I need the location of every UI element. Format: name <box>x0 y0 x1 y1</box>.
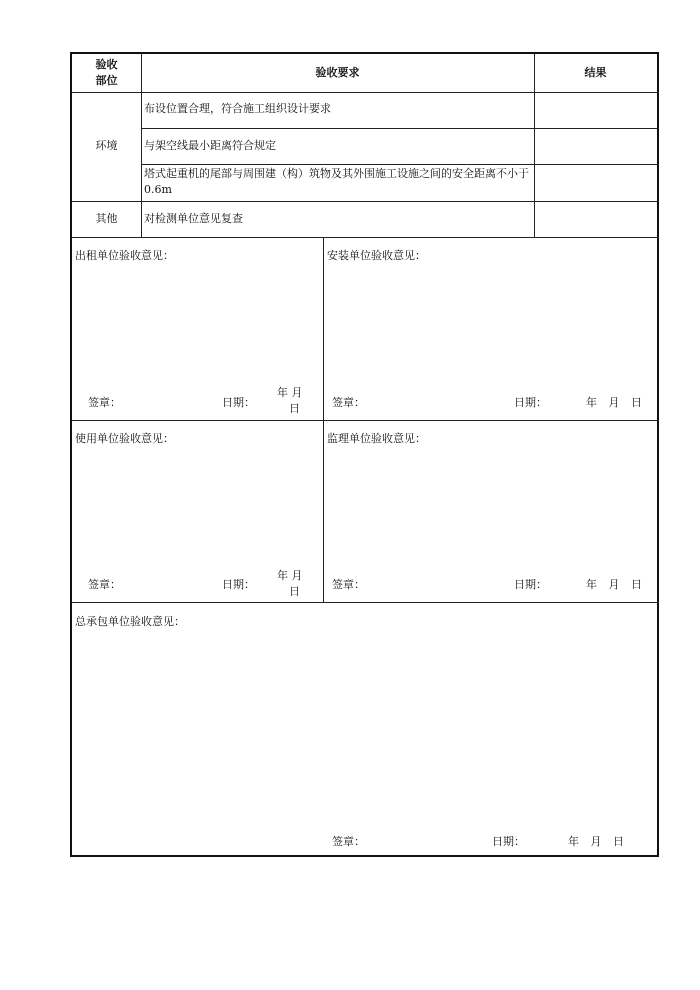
user-opinion-title: 使用单位验收意见： <box>75 432 174 445</box>
header-result: 结果 <box>584 66 607 79</box>
date-label: 日期： <box>492 835 525 848</box>
seal-label: 签章： <box>332 835 365 848</box>
row-divider <box>141 128 657 129</box>
row-divider <box>72 201 657 202</box>
install-opinion-title: 安装单位验收意见： <box>327 249 426 262</box>
general-opinion-title: 总承包单位验收意见： <box>75 615 185 628</box>
date-day: 日 <box>289 585 300 598</box>
requirement-text: 塔式起重机的尾部与周围建（构）筑物及其外围施工设施之间的安全距离不小于0.6m <box>144 167 529 196</box>
supervision-opinion-title: 监理单位验收意见： <box>327 432 426 445</box>
group-other: 其他 <box>95 212 118 225</box>
date-label: 日期： <box>222 578 255 591</box>
col-divider <box>534 54 535 238</box>
date-label: 日期： <box>514 578 547 591</box>
date-day: 日 <box>289 402 300 415</box>
header-part: 验收 部位 <box>95 58 118 87</box>
header-requirement: 验收要求 <box>315 66 360 79</box>
requirement-text: 与架空线最小距离符合规定 <box>144 139 276 152</box>
seal-label: 签章： <box>88 396 121 409</box>
row-divider <box>141 164 657 165</box>
row-divider <box>72 602 657 603</box>
acceptance-form <box>70 52 659 857</box>
row-divider <box>72 92 657 93</box>
date-ymd: 年 月 日 <box>568 835 624 848</box>
row-divider <box>72 420 657 421</box>
date-label: 日期： <box>222 396 255 409</box>
seal-label: 签章： <box>332 578 365 591</box>
seal-label: 签章： <box>332 396 365 409</box>
seal-label: 签章： <box>88 578 121 591</box>
col-divider <box>141 54 142 238</box>
date-ymd: 年 月 日 <box>586 578 642 591</box>
date-year-month: 年 月 <box>277 569 303 582</box>
requirement-text: 对检测单位意见复查 <box>144 212 243 225</box>
date-ymd: 年 月 日 <box>586 396 642 409</box>
requirement-text: 布设位置合理，符合施工组织设计要求 <box>144 102 331 115</box>
rental-opinion-title: 出租单位验收意见： <box>75 249 174 262</box>
group-environment: 环境 <box>95 139 118 152</box>
date-year-month: 年 月 <box>277 386 303 399</box>
date-label: 日期： <box>514 396 547 409</box>
row-divider <box>72 237 657 238</box>
